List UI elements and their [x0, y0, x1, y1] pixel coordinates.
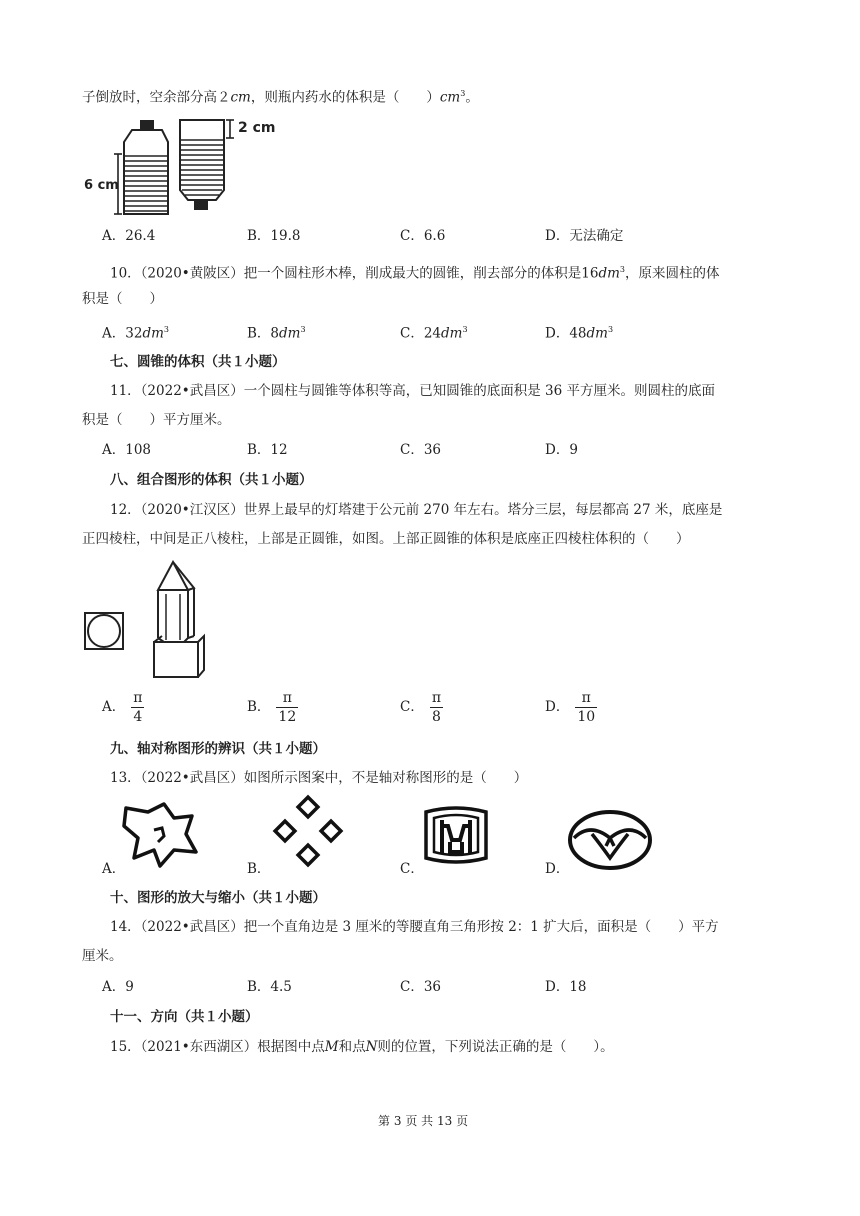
- q12-option-a: A． $\frac{\pi}{4}$: [102, 690, 143, 725]
- q14-option-c: C．36: [400, 979, 442, 995]
- q13-text-line1: 13．（2022•武昌区）如图所示图案中，不是轴对称图形的是（ ）: [110, 770, 528, 786]
- section-heading-9: 九、轴对称图形的辨识（共１小题）: [110, 741, 326, 757]
- q12-option-c: C． $\frac{\pi}{8}$: [400, 690, 442, 725]
- section-heading-11: 十一、方向（共１小题）: [110, 1009, 259, 1025]
- q10-option-a: A．$32dm^3$: [102, 325, 169, 342]
- q12-square-circle-figure: [84, 612, 124, 652]
- q13-figure-d-emblem: [566, 808, 654, 872]
- fraction: $\frac{\pi}{8}$: [431, 690, 442, 725]
- q12-text-line1: 12．（2020•江汉区）世界上最早的灯塔建于公元前 270 年左右。塔分三层，每层都高 27 米，底座是: [110, 502, 723, 518]
- q13-figure-a-pinwheel: [120, 800, 200, 870]
- q9-option-c: C．6.6: [400, 228, 446, 244]
- q15-text-line1: 15．（2021•东西湖区）根据图中点M和点N则的位置，下列说法正确的是（ ）。: [110, 1039, 614, 1055]
- q12-lighthouse-figure: [150, 560, 210, 680]
- q14-option-b: B．4.5: [247, 979, 292, 995]
- q14-option-a: A．9: [102, 979, 134, 995]
- q9-option-a: A．26.4: [102, 228, 156, 244]
- q11-option-c: C．36: [400, 442, 442, 458]
- q13-option-b: B．: [247, 861, 271, 877]
- q10-option-c: C．$24dm^3$: [400, 325, 468, 342]
- q11-option-d: D．9: [545, 442, 578, 458]
- fraction: $\frac{\pi}{10}$: [577, 690, 596, 725]
- q11-text-line2: 积是（ ）平方厘米。: [82, 412, 231, 428]
- q11-option-a: A．108: [102, 442, 152, 458]
- q12-text-line2: 正四棱柱，中间是正八棱柱，上部是正圆锥，如图。上部正圆锥的体积是底座正四棱柱体积的（ ）: [82, 531, 690, 547]
- fraction: $\frac{\pi}{4}$: [133, 690, 143, 725]
- label-6cm: 6 cm: [84, 178, 119, 193]
- section-heading-10: 十、图形的放大与缩小（共１小题）: [110, 890, 326, 906]
- q14-text-line1: 14．（2022•武昌区）把一个直角边是 3 厘米的等腰直角三角形按 2：1 扩大后，面积是（ ）平方: [110, 919, 719, 935]
- q12-option-b: B． $\frac{\pi}{12}$: [247, 690, 297, 725]
- q14-option-d: D．18: [545, 979, 587, 995]
- q11-text-line1: 11．（2022•武昌区）一个圆柱与圆锥等体积等高，已知圆锥的底面积是 36 平方厘米。则圆柱的底面: [110, 383, 716, 399]
- q13-option-a: A．: [102, 861, 126, 877]
- fraction: $\frac{\pi}{12}$: [278, 690, 297, 725]
- q10-text-line1: 10．（2020•黄陂区）把一个圆柱形木棒，削成最大的圆锥，削去部分的体积是$16dm^3$，原来圆柱的体: [110, 265, 720, 282]
- q10-text-line2: 积是（ ）: [82, 291, 163, 307]
- page-footer: 第 3 页 共 13 页: [378, 1114, 469, 1128]
- q9-option-d: D．无法确定: [545, 228, 624, 244]
- q9-text-line: 子倒放时，空余部分高２cm，则瓶内药水的体积是（ ）$cm^3$。: [82, 89, 479, 106]
- q13-figure-c-emblem: [420, 806, 492, 866]
- q9-option-b: B．19.8: [247, 228, 301, 244]
- q13-option-d: D．: [545, 861, 570, 877]
- section-heading-8: 八、组合图形的体积（共１小题）: [110, 472, 313, 488]
- section-heading-7: 七、圆锥的体积（共１小题）: [110, 354, 286, 370]
- q11-option-b: B．12: [247, 442, 288, 458]
- q14-text-line2: 厘米。: [82, 948, 123, 964]
- q12-option-d: D． $\frac{\pi}{10}$: [545, 690, 596, 725]
- q13-option-c: C．: [400, 861, 424, 877]
- label-2cm: 2 cm: [238, 120, 276, 136]
- q10-option-b: B．$8dm^3$: [247, 325, 306, 342]
- q13-figure-b-diamonds: [270, 798, 350, 870]
- q10-option-d: D．$48dm^3$: [545, 325, 614, 342]
